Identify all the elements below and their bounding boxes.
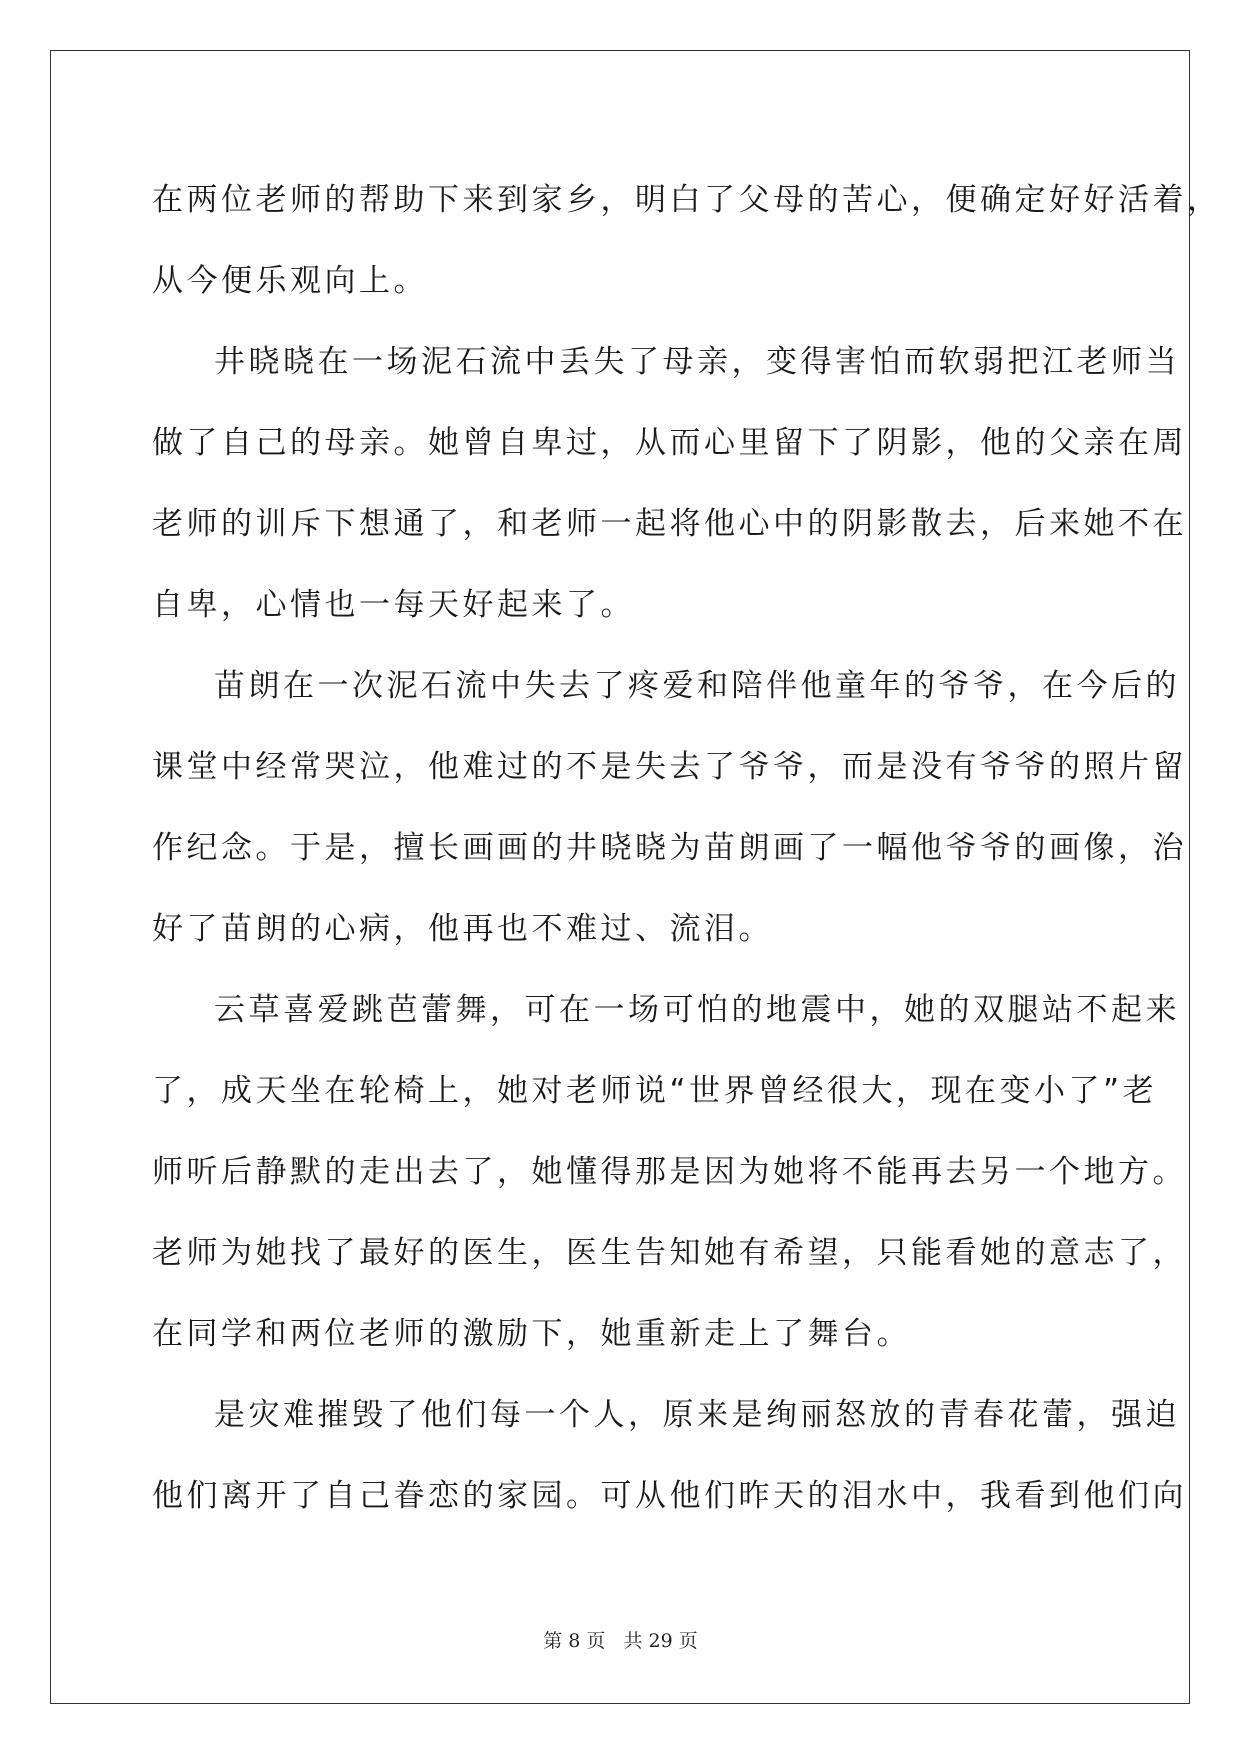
text-line: 老师为她找了最好的医生，医生告知她有希望，只能看她的意志了， — [152, 1235, 1187, 1271]
text-line: 自卑，心情也一每天好起来了。 — [152, 587, 635, 623]
paragraph — [152, 322, 1187, 646]
text-line: 他们离开了自己眷恋的家园。可从他们昨天的泪水中，我看到他们向 — [152, 1478, 1187, 1514]
text-line: 课堂中经常哭泣，他难过的不是失去了爷爷，而是没有爷爷的照片留 — [152, 749, 1187, 785]
text-line: 在同学和两位老师的激励下，她重新走上了舞台。 — [152, 1316, 911, 1352]
text-line: 从今便乐观向上。 — [152, 263, 428, 299]
text-line: 做了自己的母亲。她曾自卑过，从而心里留下了阴影，他的父亲在周 — [152, 425, 1187, 461]
text-line: 在两位老师的帮助下来到家乡，明白了父母的苦心，便确定好好活着， — [152, 182, 1222, 218]
paragraph — [152, 646, 1187, 970]
text-line: 师听后静默的走出去了，她懂得那是因为她将不能再去另一个地方。 — [152, 1154, 1187, 1190]
paragraph — [152, 160, 1222, 322]
page-total: 共 29 页 — [623, 1630, 698, 1652]
paragraph — [152, 1375, 1187, 1537]
paragraph — [152, 970, 1187, 1375]
text-line: 作纪念。于是，擅长画画的井晓晓为苗朗画了一幅他爷爷的画像，治 — [152, 830, 1187, 866]
text-line: 云草喜爱跳芭蕾舞，可在一场可怕的地震中，她的双腿站不起来 — [214, 992, 1180, 1028]
page-number: 第 8 页 — [543, 1630, 606, 1652]
page-footer — [0, 1626, 1241, 1653]
text-line: 了，成天坐在轮椅上，她对老师说“世界曾经很大，现在变小了”老 — [152, 1073, 1158, 1109]
text-line: 是灾难摧毁了他们每一个人，原来是绚丽怒放的青春花蕾，强迫 — [214, 1397, 1180, 1433]
text-line: 老师的训斥下想通了，和老师一起将他心中的阴影散去，后来她不在 — [152, 506, 1187, 542]
text-line: 好了苗朗的心病，他再也不难过、流泪。 — [152, 911, 773, 947]
text-line: 苗朗在一次泥石流中失去了疼爱和陪伴他童年的爷爷，在今后的 — [214, 668, 1180, 704]
document-body — [152, 160, 1222, 1537]
text-line: 井晓晓在一场泥石流中丢失了母亲，变得害怕而软弱把江老师当 — [214, 344, 1180, 380]
